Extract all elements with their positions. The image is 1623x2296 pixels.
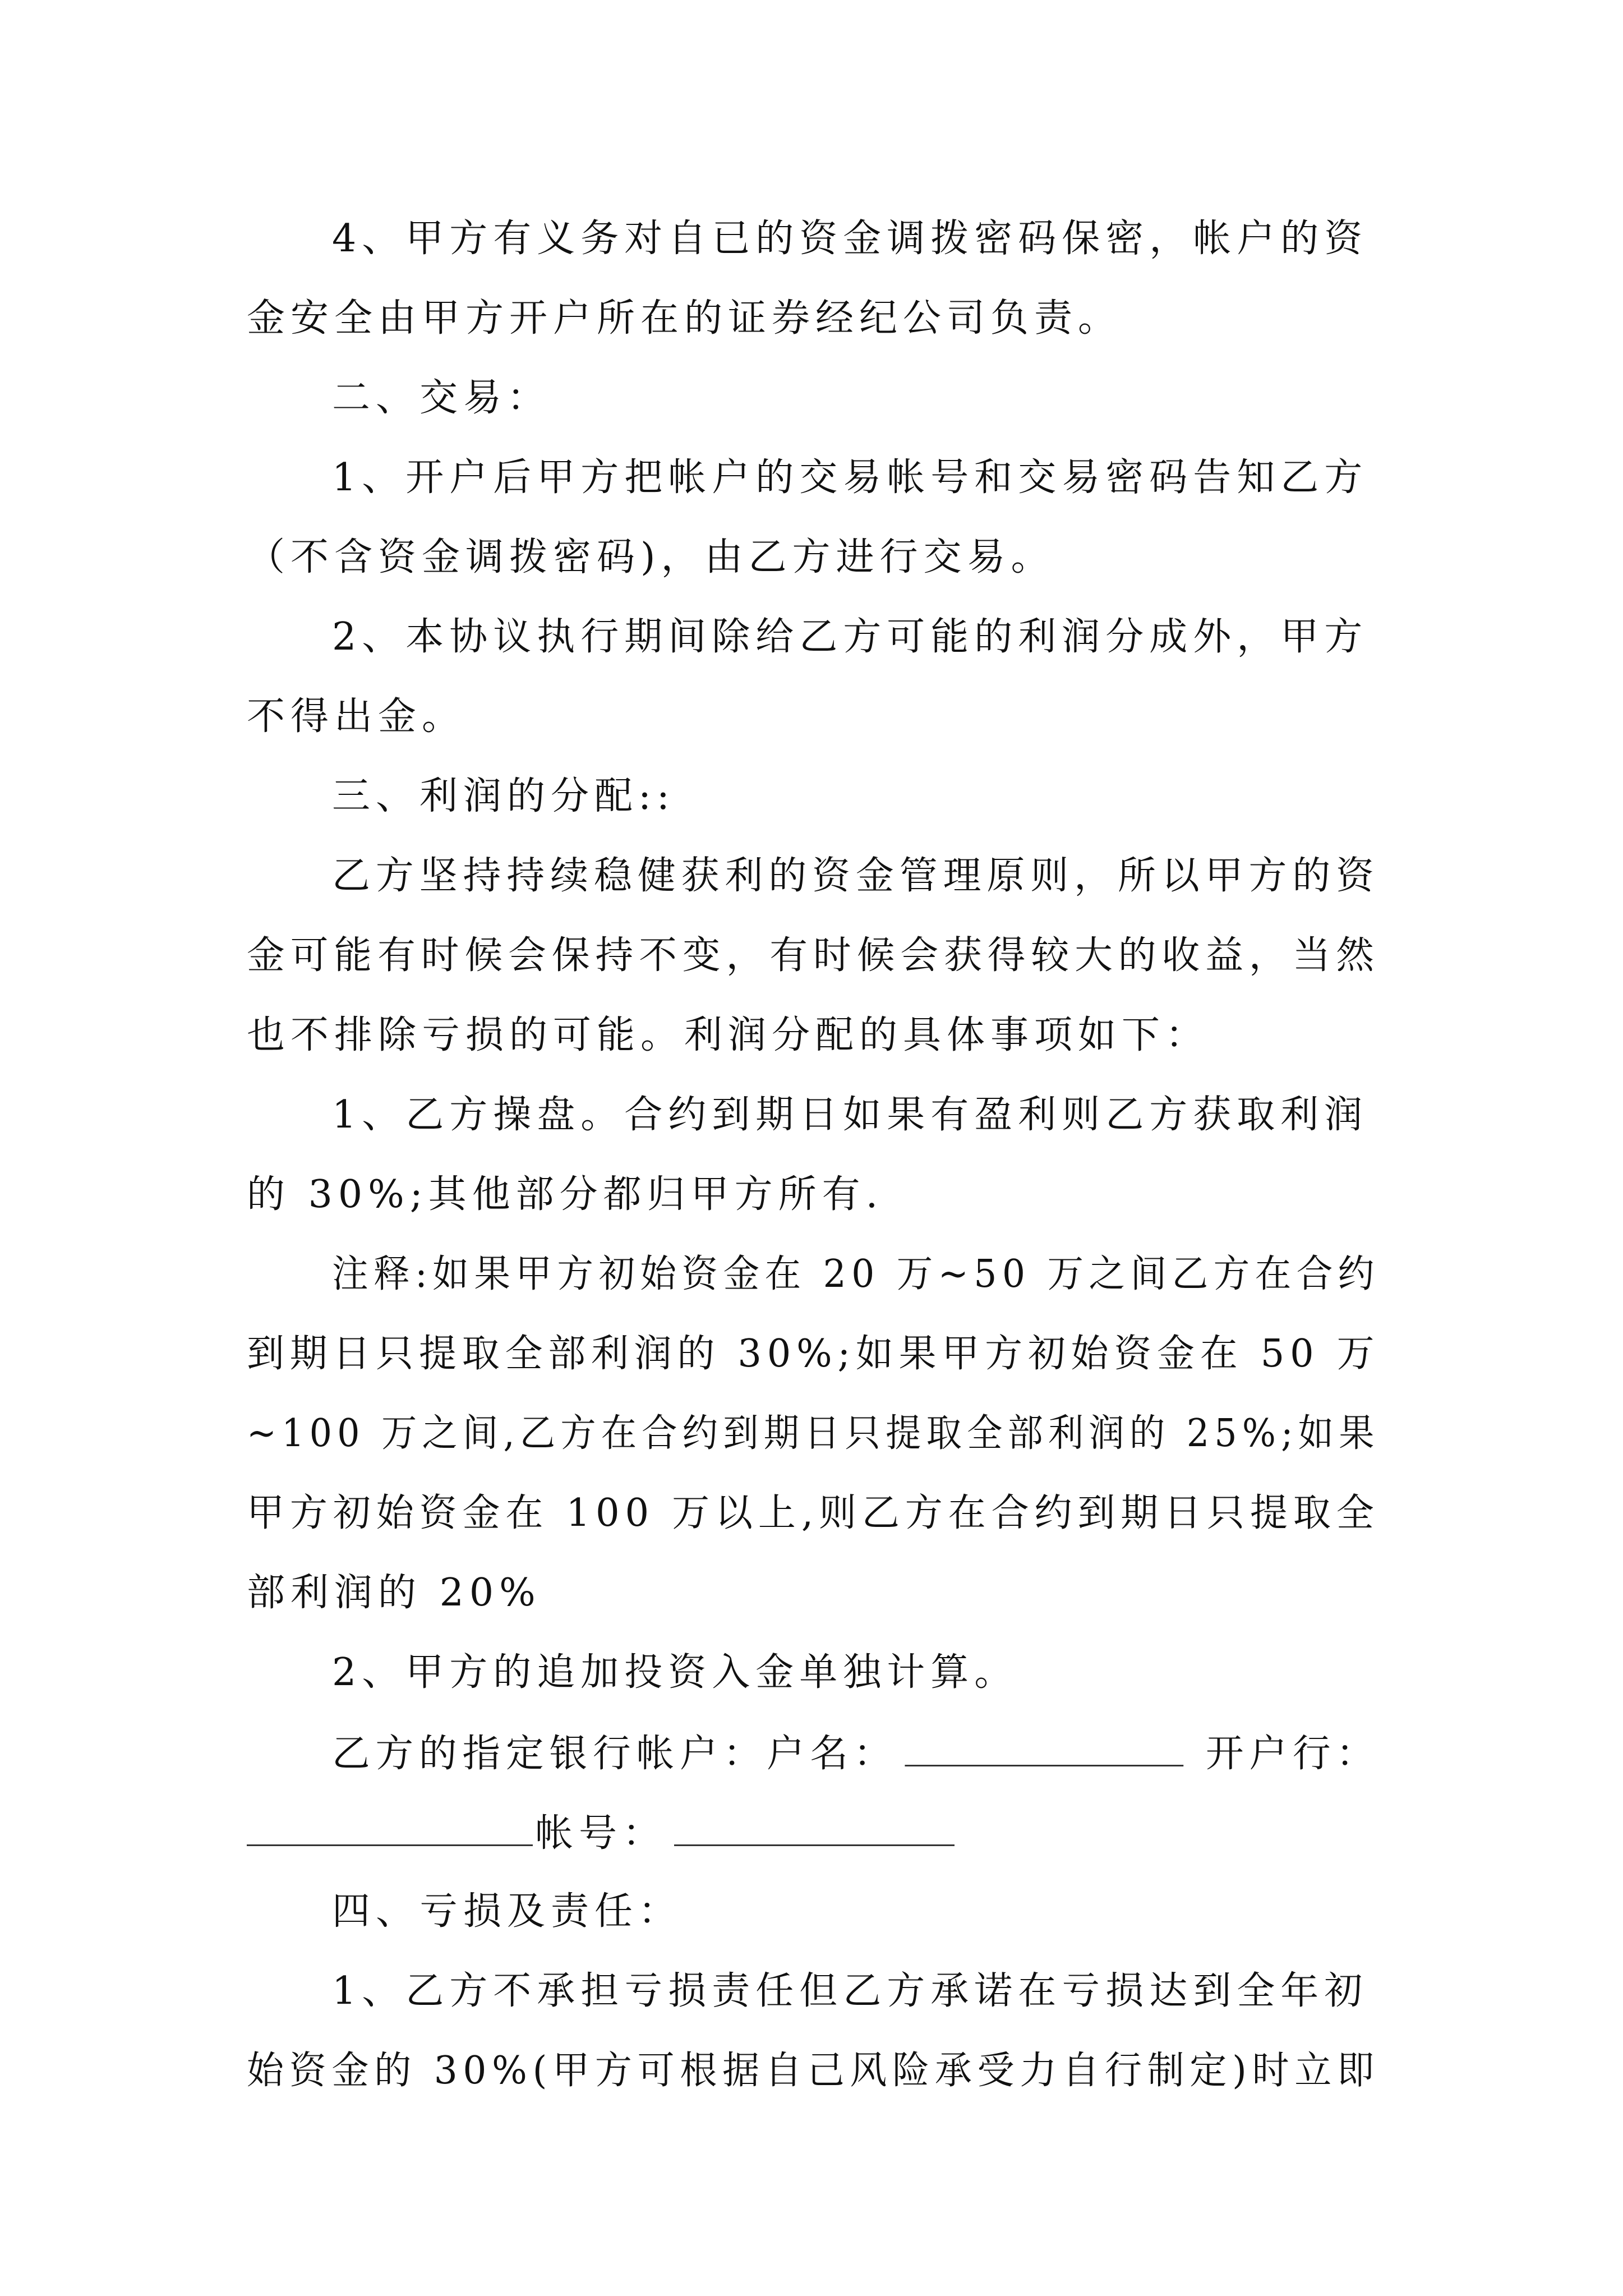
account-number-label: 帐号： xyxy=(535,1811,667,1856)
text-line: 也不排除亏损的可能。利润分配的具体事项如下： xyxy=(247,1013,1210,1057)
text-line: 甲方初始资金在 100 万以上,则乙方在合约到期日只提取全 xyxy=(247,1491,1380,1535)
text-line: （不含资金调拨密码)，由乙方进行交易。 xyxy=(247,535,1055,579)
bank-name-blank xyxy=(247,1813,533,1846)
text-line: 金安全由甲方开户所在的证券经纪公司负责。 xyxy=(247,296,1122,341)
section-heading: 四、亏损及责任： xyxy=(332,1889,683,1934)
section-heading: 二、交易： xyxy=(332,376,551,420)
bank-account-line xyxy=(332,1732,1380,1776)
text-line: 2、本协议执行期间除给乙方可能的利润分成外，甲方 xyxy=(332,615,1368,659)
account-number-blank xyxy=(674,1813,955,1846)
text-line: 始资金的 30%(甲方可根据自己风险承受力自行制定)时立即 xyxy=(247,2049,1380,2093)
text-line: 部利润的 20% xyxy=(247,1571,541,1615)
text-line: 不得出金。 xyxy=(247,694,466,739)
bank-account-label: 乙方的指定银行帐户：户名： xyxy=(332,1732,897,1776)
text-line: 的 30%;其他部分都归甲方所有. xyxy=(247,1172,884,1217)
text-line: 1、开户后甲方把帐户的交易帐号和交易密码告知乙方 xyxy=(332,455,1368,500)
text-line: 到期日只提取全部利润的 30%;如果甲方初始资金在 50 万 xyxy=(247,1332,1380,1376)
bank-name-label: 开户行： xyxy=(1206,1732,1380,1776)
text-line: 乙方坚持持续稳健获利的资金管理原则，所以甲方的资 xyxy=(332,854,1380,898)
text-line: 金可能有时候会保持不变，有时候会获得较大的收益，当然 xyxy=(247,933,1380,978)
text-line: 注释:如果甲方初始资金在 20 万~50 万之间乙方在合约 xyxy=(332,1252,1380,1296)
text-line: 4、甲方有义务对自已的资金调拨密码保密，帐户的资 xyxy=(332,217,1368,261)
account-name-blank xyxy=(905,1733,1183,1766)
bank-account-line-2 xyxy=(247,1811,955,1856)
text-line: ~100 万之间,乙方在合约到期日只提取全部利润的 25%;如果 xyxy=(247,1411,1380,1456)
text-line: 2、甲方的追加投资入金单独计算。 xyxy=(332,1650,1018,1695)
text-line: 1、乙方操盘。合约到期日如果有盈利则乙方获取利润 xyxy=(332,1093,1368,1137)
section-heading: 三、利润的分配:: xyxy=(332,774,675,818)
text-line: 1、乙方不承担亏损责任但乙方承诺在亏损达到全年初 xyxy=(332,1969,1368,2013)
